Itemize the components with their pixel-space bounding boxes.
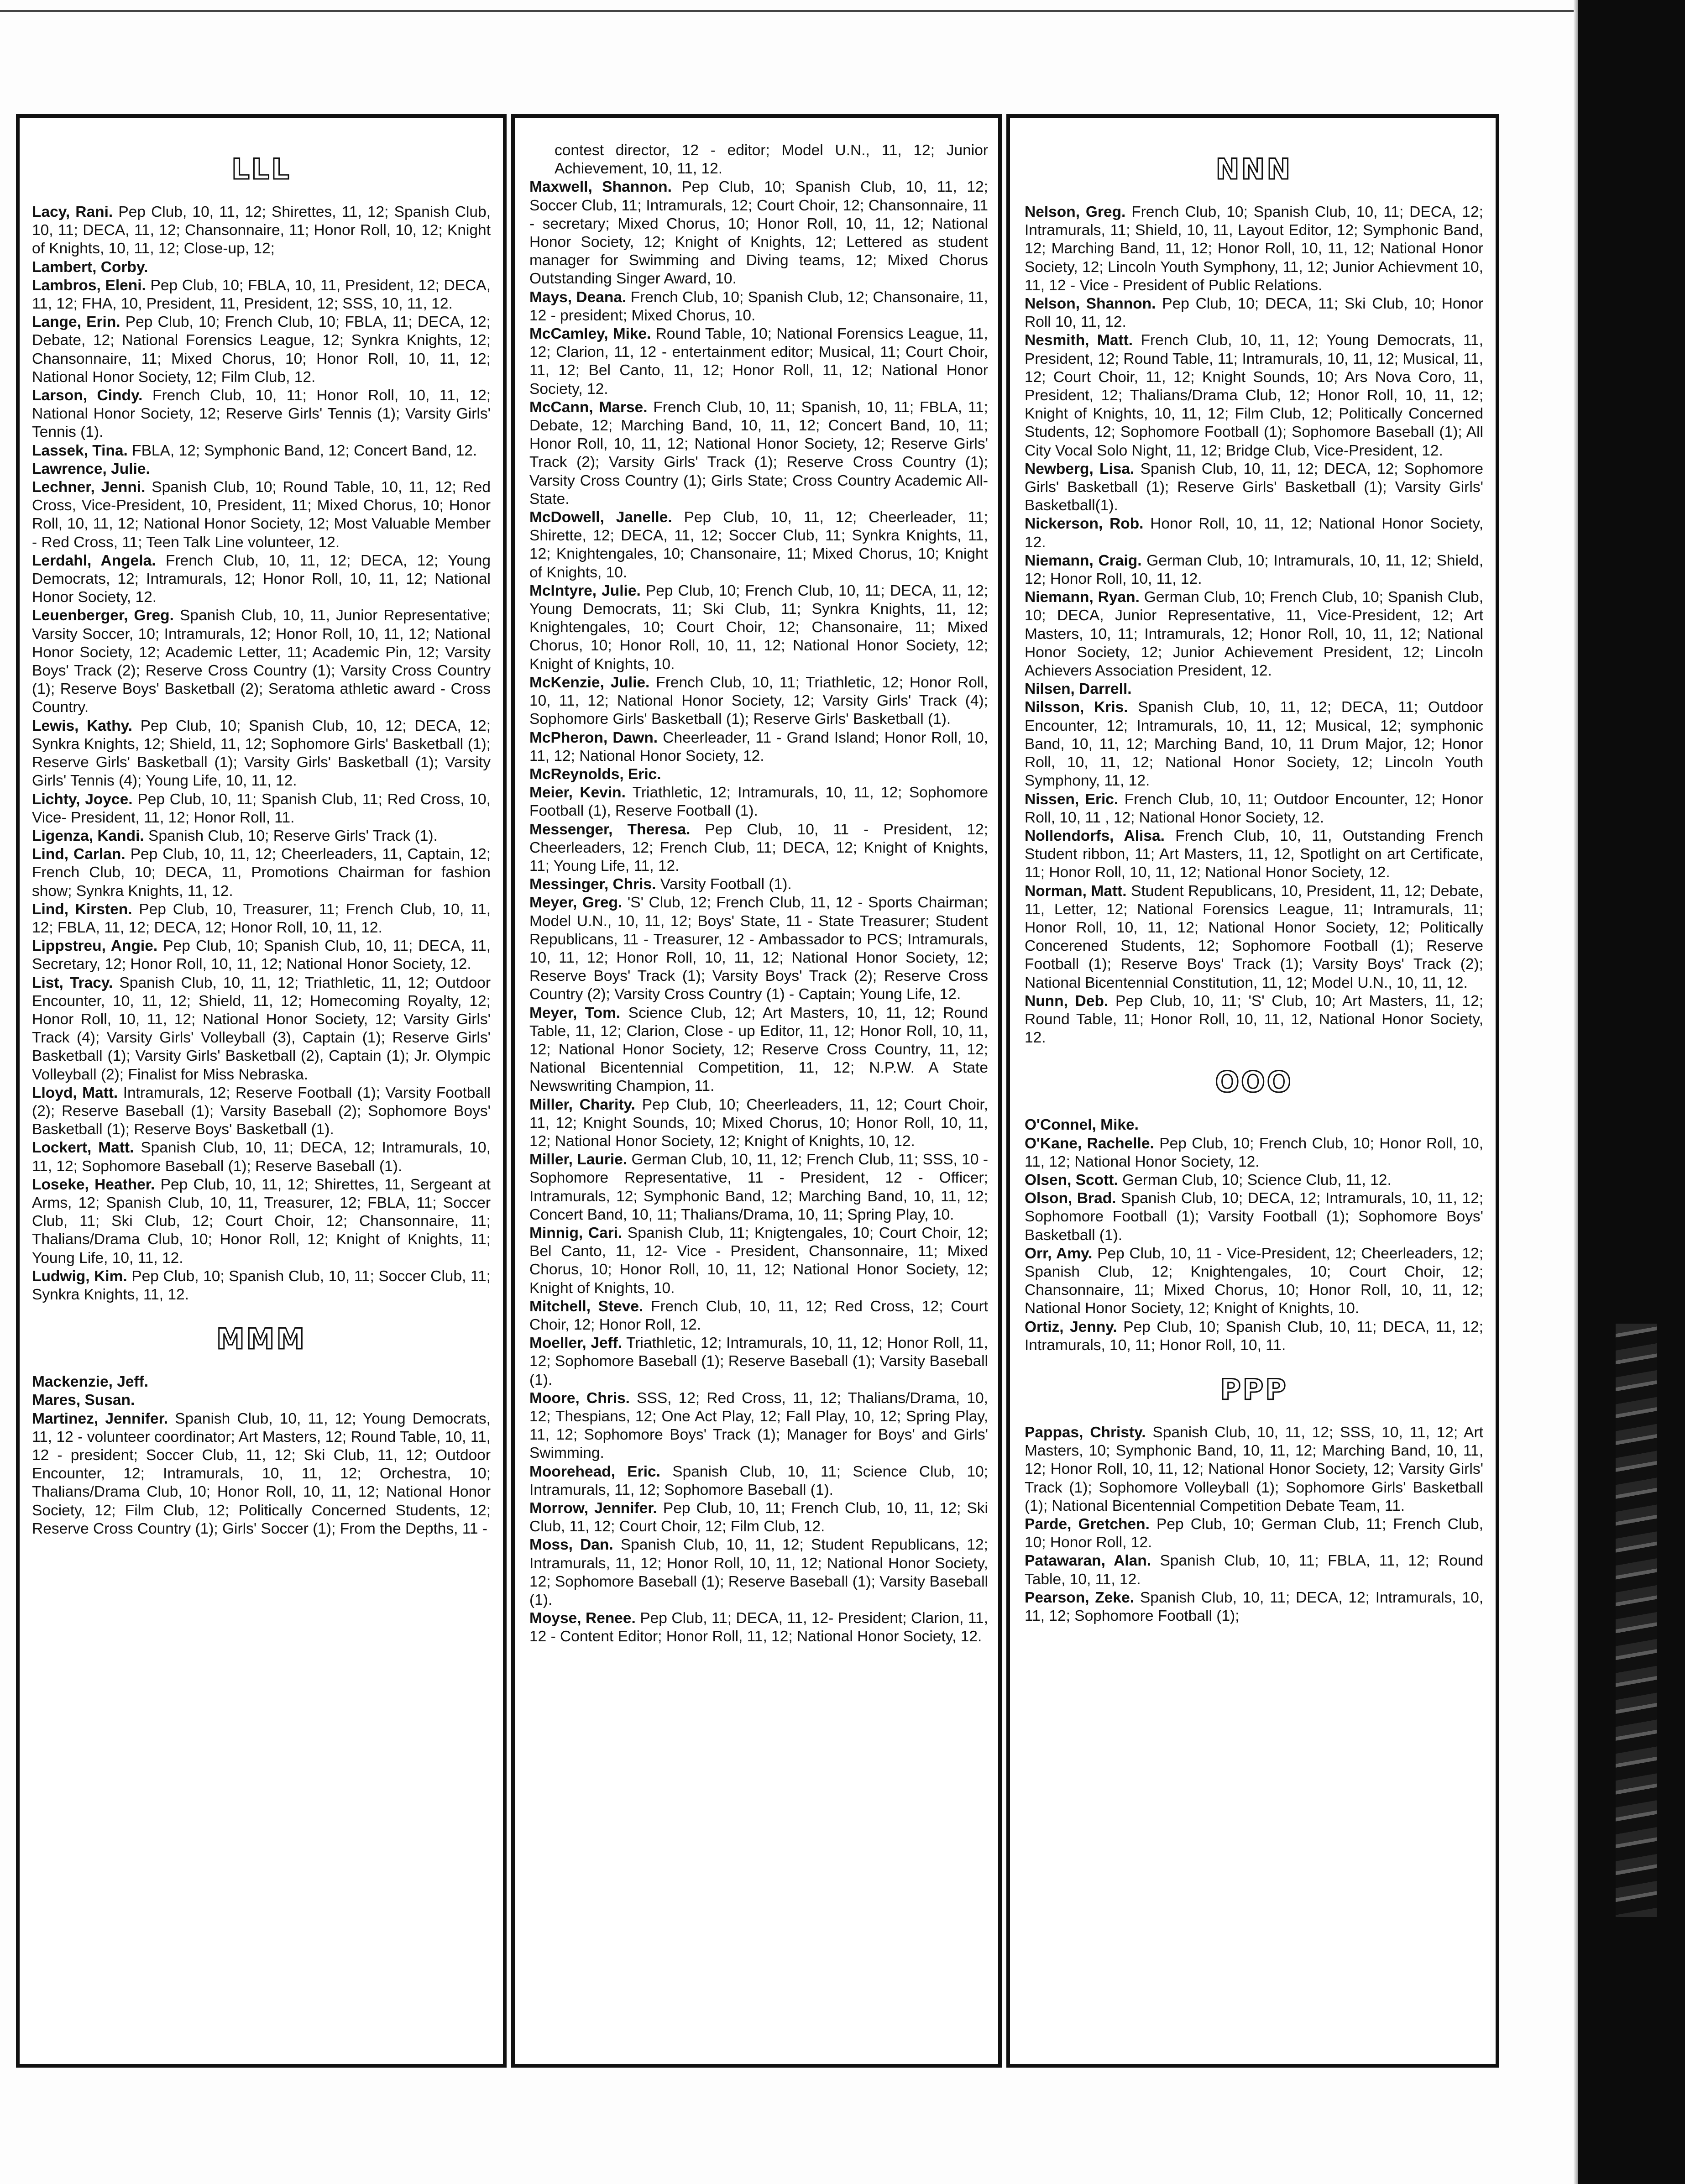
column-2 <box>529 141 988 2052</box>
student-name: McIntyre, Julie. <box>529 582 641 599</box>
student-name: Pearson, Zeke. <box>1025 1589 1135 1606</box>
student-activities: French Club, 10; Spanish Club, 12; Chansonaire, 11, 12 - president; Mixed Chorus, 10. <box>529 288 988 324</box>
student-name: Niemann, Ryan. <box>1025 589 1140 606</box>
student-entry <box>1025 1171 1483 1189</box>
student-name: Nelson, Shannon. <box>1025 295 1156 313</box>
student-name: Olsen, Scott. <box>1025 1171 1118 1189</box>
student-activities: Spanish Club, 10, 11, Junior Representative; Varsity Soccer, 10; Intramurals, 12; Honor Roll, 10, 11, 12; National Honor Society, 12; Academic Letter, 11; Academic Pin, 12; Varsity Boys' Track (2); Reserve Cross Country (1); Varsity Cross Country (1); Reserve Boys' Basketball (2); Seratoma athletic award - Cross Country. <box>32 607 491 716</box>
student-name: Larson, Cindy. <box>32 387 143 404</box>
student-name: Loseke, Heather. <box>32 1176 155 1193</box>
entries-mmm-continued <box>529 178 988 1646</box>
student-entry <box>529 1389 988 1463</box>
student-activities: German Club, 10; Science Club, 11, 12. <box>1122 1171 1392 1189</box>
section-heading-ppp: PPP <box>1220 1372 1288 1406</box>
student-entry <box>529 1499 988 1536</box>
student-name: Lloyd, Matt. <box>32 1084 118 1101</box>
student-entry <box>1025 791 1483 827</box>
student-entry <box>32 1084 491 1139</box>
student-entry <box>529 1151 988 1224</box>
student-entry <box>1025 680 1483 698</box>
student-entry <box>529 288 988 325</box>
student-entry <box>32 937 491 974</box>
student-activities: Triathletic, 12; Intramurals, 10, 11, 12; Honor Roll, 11, 12; Sophomore Baseball (1); Reserve Baseball (1); Varsity Baseball (1). <box>529 1335 988 1388</box>
student-name: Orr, Amy. <box>1025 1245 1093 1262</box>
student-entry <box>1025 1318 1483 1355</box>
student-entry <box>529 1334 988 1389</box>
page-top-rule <box>0 10 1584 12</box>
student-name: Ludwig, Kim. <box>32 1267 127 1285</box>
student-entry <box>1025 588 1483 680</box>
student-activities: Pep Club, 10, 11, 12; Cheerleaders, 11, Captain, 12; French Club, 10; DECA, 11, Promotions Chairman for fashion show; Synkra Knights, 11, 12. <box>32 846 491 900</box>
student-activities: Spanish Club, 10, 11, 12; Young Democrats, 11, 12 - volunteer coordinator; Art Masters, 12; Round Table, 10, 11, 12 - president; Soccer Club, 11, 12; Ski Club, 11, 12; Outdoor Encounter, 12; Intramurals, 10, 11, 12; Orchestra, 10; Thalians/Drama Club, 10; Honor Roll, 10, 11, 12; National Honor Society, 12; Film Club, 12; Politically Concerned Students, 12; Reserve Cross Country (1); Girls' Soccer (1); From the Depths, 11 - <box>32 1410 491 1537</box>
student-name: Moss, Dan. <box>529 1536 613 1554</box>
student-name: Martinez, Jennifer. <box>32 1410 168 1427</box>
student-name: List, Tracy. <box>32 974 113 991</box>
student-activities: Spanish Club, 10, 11, 12; DECA, 12; Sophomore Girls' Basketball (1); Reserve Girls' Basketball (1); Varsity Girls' Basketball(1). <box>1025 460 1483 514</box>
student-name: O'Connel, Mike. <box>1025 1116 1139 1134</box>
continued-entry-text: contest director, 12 - editor; Model U.N., 11, 12; Junior Achievement, 10, 11, 12. <box>555 142 988 178</box>
student-name: O'Kane, Rachelle. <box>1025 1135 1154 1152</box>
student-name: McPheron, Dawn. <box>529 729 658 746</box>
student-entry <box>1025 1424 1483 1515</box>
student-entry <box>529 1096 988 1151</box>
student-name: Moore, Chris. <box>529 1389 630 1407</box>
student-entry <box>32 1139 491 1175</box>
student-entry <box>32 258 491 277</box>
student-entry <box>32 607 491 717</box>
student-name: Morrow, Jennifer. <box>529 1500 657 1517</box>
student-entry <box>1025 698 1483 790</box>
student-activities: 'S' Club, 12; French Club, 11, 12 - Sports Chairman; Model U.N., 10, 11, 12; Boys' State, 11 - State Treasurer; Student Republicans, 11 - Treasurer, 12 - Ambassador to PCS; Intramurals, 10, 11, 12; Honor Roll, 10, 11, 12; National Honor Society, 12; Reserve Boys' Track (1); Varsity Boys' Track (2); Reserve Cross Country (2); Varsity Cross Country (1) - Captain; Young Life, 12. <box>529 894 988 1003</box>
binding-tear <box>1616 1324 1657 1917</box>
student-activities: Pep Club, 10; French Club, 10, 11; DECA, 11, 12; Young Democrats, 11; Ski Club, 11; Synkra Knights, 11, 12; Knightengales, 10; Court Choir, 12; Chansonaire, 11; Mixed Chorus, 10; Honor Roll, 10, 11, 12; National Honor Society, 12; Knight of Knights, 10. <box>529 582 988 673</box>
student-entry <box>529 765 988 784</box>
student-name: Meyer, Tom. <box>529 1004 621 1021</box>
student-name: Messenger, Theresa. <box>529 821 691 838</box>
student-entry <box>1025 1245 1483 1318</box>
student-activities: FBLA, 12; Symphonic Band, 12; Concert Band, 12. <box>132 442 477 459</box>
student-entry <box>1025 827 1483 882</box>
student-entry <box>1025 1552 1483 1588</box>
student-entry <box>32 791 491 827</box>
student-entry <box>1025 1515 1483 1552</box>
student-activities: Pep Club, 10, 11, 12; Cheerleader, 11; Shirette, 12; DECA, 11, 12; Soccer Club, 11; Synkra Knights, 11, 12; Knightengales, 10; Chansonaire, 11; Mixed Chorus, 10; Knight of Knights, 10. <box>529 509 988 581</box>
student-entry <box>529 894 988 1004</box>
student-activities: Pep Club, 10; FBLA, 10, 11, President, 12; DECA, 11, 12; FHA, 10, President, 11, President, 12; SSS, 10, 11, 12. <box>32 277 491 313</box>
student-entry <box>1025 992 1483 1047</box>
student-activities: Spanish Club, 10; DECA, 12; Intramurals, 10, 11, 12; Sophomore Football (1); Varsity Football (1); Sophomore Boys' Basketball (1). <box>1025 1190 1483 1244</box>
student-activities: Varsity Football (1). <box>660 876 792 893</box>
student-entry <box>32 1267 491 1304</box>
student-name: Meyer, Greg. <box>529 894 623 911</box>
student-activities: Spanish Club, 10, 11; DECA, 12; Intramurals, 10, 11, 12; Sophomore Baseball (1); Reserve Baseball (1). <box>32 1139 491 1175</box>
student-activities: SSS, 12; Red Cross, 11, 12; Thalians/Drama, 10, 12; Thespians, 12; One Act Play, 12; Fall Play, 10, 12; Spring Play, 11, 12; Sophomore Boys' Track (1); Manager for Boys' and Girls' Swimming. <box>529 1389 988 1462</box>
student-name: Lange, Erin. <box>32 314 120 331</box>
student-name: McDowell, Janelle. <box>529 509 672 526</box>
student-entry <box>32 827 491 845</box>
student-entry <box>1025 1135 1483 1171</box>
student-name: Ligenza, Kandi. <box>32 827 144 844</box>
student-entry <box>1025 331 1483 460</box>
student-name: Mitchell, Steve. <box>529 1298 644 1315</box>
student-name: Lewis, Kathy. <box>32 717 132 734</box>
student-name: Minnig, Cari. <box>529 1224 623 1241</box>
student-activities: French Club, 10, 11; Spanish, 10, 11; FBLA, 11; Debate, 12; Marching Band, 10, 11, 12; Concert Band, 10, 11; Honor Roll, 10, 11, 12; National Honor Society, 12; Reserve Girls' Track (2); Varsity Girls' Track (1); Reserve Cross Country (1); Varsity Cross Country (1); Girls State; Cross Country Academic All-State. <box>529 398 988 508</box>
student-name: McKenzie, Julie. <box>529 674 650 691</box>
student-entry <box>32 974 491 1084</box>
student-entry <box>529 875 988 894</box>
student-name: Patawaran, Alan. <box>1025 1552 1151 1570</box>
student-activities: Pep Club, 10, Treasurer, 11; French Club, 10, 11, 12; FBLA, 11, 12; DECA, 12; Honor Roll, 10, 11, 12. <box>32 901 491 936</box>
student-activities: Intramurals, 12; Reserve Football (1); Varsity Football (2); Reserve Baseball (1); Varsity Baseball (2); Sophomore Boys' Basketball (1); Reserve Boys' Basketball (1). <box>32 1084 491 1138</box>
student-name: Lind, Carlan. <box>32 846 126 863</box>
student-entry <box>32 1391 491 1409</box>
student-activities: French Club, 10, 11, 12; DECA, 12; Young Democrats, 12; Intramurals, 12; Honor Roll, 10, 11, 12; National Honor Society, 12. <box>32 552 491 606</box>
entries-nnn <box>1025 203 1483 1047</box>
student-name: Niemann, Craig. <box>1025 552 1142 569</box>
student-activities: Spanish Club, 10; Reserve Girls' Track (1). <box>148 827 438 844</box>
student-name: McCamley, Mike. <box>529 325 651 343</box>
student-activities: Pep Club, 10; Spanish Club, 10, 11, 12; Soccer Club, 11; Intramurals, 12; Court Choir, 12; Chansonnaire, 11 - secretary; Mixed Chorus, 10; Honor Roll, 10, 11, 12; National Honor Society, 12; Knight of Knights, 12; Lettered as student manager for Swimming and Diving teams, 12; Mixed Chorus Outstanding Singer Award, 10. <box>529 178 988 288</box>
student-activities: Student Republicans, 10, President, 11, 12; Debate, 11, Letter, 12; National Forensics League, 11; Intramurals, 11; Honor Roll, 10, 11, 12; National Honor Society, 12; Politically Concerened Students, 12; Sophomore Football (1); Reserve Football (1); Reserve Boys' Track (1); Varsity Boys' Track (2); National Bicentennial Constitution, 11, 12; Model U.N., 10, 11, 12. <box>1025 882 1483 991</box>
student-activities: Spanish Club, 10, 11; Science Club, 10; Intramurals, 11, 12; Sophomore Baseball (1). <box>529 1463 988 1498</box>
student-name: Meier, Kevin. <box>529 784 626 801</box>
student-entry <box>32 387 491 442</box>
student-name: Miller, Charity. <box>529 1096 635 1113</box>
student-name: Moorehead, Eric. <box>529 1463 660 1480</box>
student-name: Lind, Kirsten. <box>32 901 132 918</box>
student-entry <box>529 1609 988 1646</box>
student-name: Newberg, Lisa. <box>1025 460 1135 477</box>
student-entry <box>529 178 988 288</box>
student-name: Lippstreu, Angie. <box>32 937 158 955</box>
student-activities: Pep Club, 10; Cheerleaders, 11, 12; Court Choir, 11, 12; Knight Sounds, 10; Mixed Chorus, 10; Honor Roll, 10, 11, 12; National Honor Society, 12; Knight of Knights, 10, 12. <box>529 1096 988 1150</box>
student-name: Miller, Laurie. <box>529 1151 628 1168</box>
student-entry <box>32 552 491 607</box>
student-name: Lockert, Matt. <box>32 1139 134 1157</box>
student-entry <box>32 277 491 313</box>
student-entry <box>1025 1589 1483 1625</box>
entries-lll <box>32 203 491 1304</box>
entries-ppp <box>1025 1424 1483 1625</box>
student-activities: French Club, 10, 11; Triathletic, 12; Honor Roll, 10, 11, 12; National Honor Society, 12; Varsity Girls' Track (4); Sophomore Girls' Basketball (1); Reserve Girls' Basketball (1). <box>529 674 988 728</box>
student-activities: French Club, 10, 11, Outstanding French Student ribbon, 11; Art Masters, 11, 12, Spotlight on art Certificate, 11; Honor Roll, 10, 11, 12; National Honor Society, 12. <box>1025 827 1483 881</box>
student-name: Nickerson, Rob. <box>1025 515 1144 533</box>
student-activities: French Club, 10, 11; Honor Roll, 10, 11, 12; National Honor Society, 12; Reserve Girls' Tennis (1); Varsity Girls' Tennis (1). <box>32 387 491 441</box>
student-name: Nesmith, Matt. <box>1025 332 1133 349</box>
student-activities: Pep Club, 10, 11; French Club, 10, 11, 12; Ski Club, 11, 12; Court Choir, 12; Film Club, 12. <box>529 1500 988 1535</box>
student-entry <box>1025 515 1483 551</box>
student-entry <box>32 478 491 552</box>
student-entry <box>32 1410 491 1538</box>
student-name: McCann, Marse. <box>529 398 648 416</box>
student-activities: Pep Club, 10, 11 - President, 12; Cheerleaders, 12; French Club, 11; DECA, 12; Knight of Knights, 11; Young Life, 11, 12. <box>529 821 988 875</box>
student-activities: Round Table, 10; National Forensics League, 11, 12; Clarion, 11, 12 - entertainment editor; Musical, 11; Court Choir, 11, 12; Bel Canto, 11, 12; Honor Roll, 11, 12; National Honor Society, 12. <box>529 325 988 398</box>
student-activities: Science Club, 12; Art Masters, 10, 11, 12; Round Table, 11, 12; Clarion, Close - up Editor, 11, 12; Honor Roll, 10, 11, 12; National Honor Society, 12; Reserve Cross Country, 11, 12; National Bicentennial Competition, 11, 12; N.P.W. A State Newswriting Champion, 11. <box>529 1004 988 1095</box>
student-activities: Pep Club, 10; Spanish Club, 10, 12; DECA, 12; Synkra Knights, 12; Shield, 11, 12; Sophomore Girls' Basketball (1); Reserve Girls' Basketball (1); Varsity Girls' Basketball (1); Varsity Girls' Tennis (4); Young Life, 10, 11, 12. <box>32 717 491 790</box>
student-entry <box>529 508 988 582</box>
student-activities: Pep Club, 10, 11, 12; Shirettes, 11, 12; Spanish Club, 10, 11; DECA, 11, 12; Chansonnaire, 11; Honor Roll, 10, 12; Knight of Knights, 10, 11, 12; Close-up, 12; <box>32 204 491 257</box>
section-heading-lll: LLL <box>231 152 291 186</box>
student-name: Nilsson, Kris. <box>1025 699 1128 716</box>
student-name: Lacy, Rani. <box>32 204 113 220</box>
student-activities: Pep Club, 10, 11; Spanish Club, 11; Red Cross, 10, Vice- President, 11, 12; Honor Roll, 11. <box>32 791 491 826</box>
student-name: Mays, Deana. <box>529 288 627 306</box>
student-entry <box>529 784 988 820</box>
student-name: Nollendorfs, Alisa. <box>1025 827 1165 844</box>
student-activities: German Club, 10; Intramurals, 10, 11, 12; Shield, 12; Honor Roll, 10, 11, 12. <box>1025 552 1483 588</box>
student-activities: Spanish Club, 10, 11; FBLA, 11, 12; Round Table, 10, 11, 12. <box>1025 1552 1483 1588</box>
student-activities: Spanish Club, 10, 11, 12; Triathletic, 11, 12; Outdoor Encounter, 10, 11, 12; Shield, 11, 12; Homecoming Royalty, 12; Honor Roll, 10, 11, 12; National Honor Society, 12; Varsity Girls' Track (4); Varsity Girls' Volleyball (3), Captain (1); Reserve Girls' Basketball (1); Varsity Girls' Basketball (2), Captain (1); Jr. Olympic Volleyball (2); Finalist for Miss Nebraska. <box>32 974 491 1083</box>
student-name: Maxwell, Shannon. <box>529 178 672 196</box>
section-heading-ooo: OOO <box>1215 1065 1293 1099</box>
student-entry <box>529 1298 988 1334</box>
student-entry <box>529 582 988 674</box>
student-activities: Spanish Club, 10, 11; DECA, 12; Intramurals, 10, 11, 12; Sophomore Football (1); <box>1025 1589 1483 1625</box>
student-activities: Pep Club, 10; French Club, 10; Honor Roll, 10, 11, 12; National Honor Society, 12. <box>1025 1135 1483 1170</box>
student-entry <box>1025 1189 1483 1245</box>
student-entry <box>32 717 491 791</box>
student-activities: Pep Club, 10, 11, 12; Shirettes, 11, Sergeant at Arms, 12; Spanish Club, 10, 11, Treasurer, 12; FBLA, 11; Soccer Club, 11; Ski Club, 12; Court Choir, 12; Chansonnaire, 11; Thalians/Drama Club, 10; Honor Roll, 12; Knight of Knights, 11; Young Life, 10, 11, 12. <box>32 1176 491 1267</box>
student-activities: Pep Club, 10; DECA, 11; Ski Club, 10; Honor Roll 10, 11, 12. <box>1025 295 1483 331</box>
student-entry <box>32 901 491 937</box>
student-name: Nelson, Greg. <box>1025 204 1126 220</box>
section-heading-mmm: MMM <box>216 1322 307 1356</box>
student-entry <box>32 203 491 258</box>
student-name: Lechner, Jenni. <box>32 479 146 496</box>
student-activities: Spanish Club, 11; Knigtengales, 10; Court Choir, 12; Bel Canto, 11, 12- Vice - President, Chansonnaire, 11; Mixed Chorus, 10; Honor Roll, 10, 11, 12; National Honor Society, 12; Knight of Knights, 10. <box>529 1224 988 1297</box>
student-name: Nunn, Deb. <box>1025 992 1109 1010</box>
column-1 <box>32 141 491 2052</box>
student-name: Mackenzie, Jeff. <box>32 1373 149 1391</box>
column-3 <box>1025 141 1483 2052</box>
student-activities: Honor Roll, 10, 11, 12; National Honor Society, 12. <box>1025 515 1483 551</box>
student-entry <box>529 1004 988 1096</box>
student-name: Lassek, Tina. <box>32 442 128 459</box>
student-name: Ortiz, Jenny. <box>1025 1318 1117 1336</box>
student-activities: Cheerleader, 11 - Grand Island; Honor Roll, 10, 11, 12; National Honor Society, 12. <box>529 729 988 765</box>
student-entry <box>32 442 491 460</box>
student-entry <box>529 1224 988 1298</box>
student-entry <box>32 313 491 387</box>
student-name: Mares, Susan. <box>32 1392 135 1409</box>
student-name: Moeller, Jeff. <box>529 1335 623 1352</box>
student-name: Lichty, Joyce. <box>32 791 133 808</box>
student-activities: German Club, 10; French Club, 10; Spanish Club, 10; DECA, Junior Representative, 11, Vice-President, 12; Art Masters, 10, 11; Intramurals, 12; Honor Roll, 10, 11, 12; National Honor Society, 12; Junior Achievement President, 12; Lincoln Achievers Association President, 12. <box>1025 589 1483 680</box>
student-activities: German Club, 10, 11, 12; French Club, 11; SSS, 10 - Sophomore Representative, 11 - President, 12 - Officer; Intramurals, 12; Symphonic Band, 12; Marching Band, 10, 11, 12; Concert Band, 10, 11; Thalians/Drama, 10, 11; Spring Play, 10. <box>529 1151 988 1223</box>
student-activities: Pep Club, 10, 11 - Vice-President, 12; Cheerleaders, 12; Spanish Club, 12; Knightengales, 10; Court Choir, 12; Chansonnaire, 11; Mixed Chorus, 10; Honor Roll, 10, 11, 12; National Honor Society, 12; Knight of Knights, 10. <box>1025 1245 1483 1317</box>
student-activities: Triathletic, 12; Intramurals, 10, 11, 12; Sophomore Football (1), Reserve Football (1). <box>529 784 988 820</box>
student-entry <box>32 1373 491 1391</box>
student-name: McReynolds, Eric. <box>529 765 661 783</box>
student-entry <box>1025 1116 1483 1134</box>
student-activities: Pep Club, 10, 11; 'S' Club, 10; Art Masters, 11, 12; Round Table, 11; Honor Roll, 10, 11, 12, National Honor Society, 12. <box>1025 992 1483 1047</box>
student-name: Norman, Matt. <box>1025 882 1127 900</box>
student-entry <box>529 1463 988 1499</box>
student-entry <box>1025 295 1483 331</box>
student-name: Pappas, Christy. <box>1025 1424 1146 1441</box>
student-name: Nissen, Eric. <box>1025 791 1119 808</box>
student-name: Lambert, Corby. <box>32 258 148 276</box>
entries-mmm <box>32 1373 491 1538</box>
student-entry <box>1025 203 1483 295</box>
student-entry <box>1025 460 1483 515</box>
student-activities: Spanish Club, 10, 11, 12; SSS, 10, 11, 12; Art Masters, 10; Symphonic Band, 10, 11, 12; Marching Band, 10, 11, 12; Honor Roll, 10, 11, 12; National Honor Society, 12; Varsity Girls' Track (1); Sophomore Volleyball (1); Sophomore Girls' Basketball (1); National Bicentennial Competition Debate Team, 11. <box>1025 1424 1483 1514</box>
student-activities: Spanish Club, 10, 11, 12; Student Republicans, 12; Intramurals, 11, 12; Honor Roll, 10, 11, 12; National Honor Society, 12; Sophomore Baseball (1); Reserve Baseball (1); Varsity Baseball (1). <box>529 1536 988 1609</box>
student-entry <box>32 460 491 478</box>
student-activities: French Club, 10, 11, 12; Young Democrats, 11, President, 12; Round Table, 11; Intramurals, 10, 11, 12; Musical, 11, 12; Court Choir, 11, 12; Knight Sounds, 10; Ars Nova Coro, 11, President, 12; Thalians/Drama Club, 12; Honor Roll, 10, 11, 12; Knight of Knights, 10, 11, 12; Film Club, 12; Politically Concerned Students, 12; Sophomore Football (1); Sophomore Baseball (1); All City Vocal Solo Night, 11, 12; Bridge Club, Vice-President, 12. <box>1025 332 1483 459</box>
student-activities: French Club, 10, 11, 12; Red Cross, 12; Court Choir, 12; Honor Roll, 12. <box>529 1298 988 1333</box>
student-entry <box>1025 552 1483 588</box>
student-name: Olson, Brad. <box>1025 1190 1116 1207</box>
student-activities: French Club, 10; Spanish Club, 10, 11; DECA, 12; Intramurals, 11; Shield, 10, 11, Layout Editor, 12; Symphonic Band, 12; Marching Band, 11, 12; Honor Roll, 10, 11, 12; National Honor Society, 12; Lincoln Youth Symphony, 11, 12; Junior Achievment 10, 11, 12 - Vice - President of Public Relations. <box>1025 204 1483 294</box>
student-name: Parde, Gretchen. <box>1025 1516 1150 1533</box>
student-name: Leuenberger, Greg. <box>32 607 174 624</box>
student-activities: Pep Club, 10; Spanish Club, 10, 11; DECA, 11, 12; Intramurals, 10, 11; Honor Roll, 10, 11. <box>1025 1318 1483 1354</box>
student-entry <box>529 398 988 508</box>
student-activities: Spanish Club, 10, 11, 12; DECA, 11; Outdoor Encounter, 12; Intramurals, 10, 11, 12; Musical, 12; symphonic Band, 10, 11, 12; Marching Band, 10, 11 Drum Major, 12; Honor Roll, 10, 11, 12; National Honor Society, 12; Lincoln Youth Symphony, 11, 12. <box>1025 699 1483 790</box>
student-name: Moyse, Renee. <box>529 1610 636 1627</box>
student-entry <box>529 821 988 876</box>
student-activities: Pep Club, 10; Spanish Club, 10, 11; Soccer Club, 11; Synkra Knights, 11, 12. <box>32 1267 491 1303</box>
student-entry <box>32 845 491 901</box>
student-name: Messinger, Chris. <box>529 876 656 893</box>
student-entry <box>529 674 988 729</box>
student-name: Lambros, Eleni. <box>32 277 146 294</box>
student-entry <box>1025 882 1483 992</box>
entries-ooo <box>1025 1116 1483 1355</box>
student-activities: Pep Club, 10; Spanish Club, 10, 11; DECA, 11, Secretary, 12; Honor Roll, 10, 11, 12; National Honor Society, 12. <box>32 937 491 973</box>
student-entry <box>529 325 988 398</box>
student-entry <box>529 729 988 765</box>
student-activities: Spanish Club, 10; Round Table, 10, 11, 12; Red Cross, Vice-President, 10, President, 11; Mixed Chorus, 10; Honor Roll, 10, 11, 12; National Honor Society, 12; Most Valuable Member - Red Cross, 11; Teen Talk Line volunteer, 12. <box>32 479 491 551</box>
student-activities: French Club, 10, 11; Outdoor Encounter, 12; Honor Roll, 10, 11 , 12; National Honor Society, 12. <box>1025 791 1483 826</box>
student-entry <box>529 1536 988 1609</box>
student-activities: Pep Club, 10; French Club, 10; FBLA, 11; DECA, 12; Debate, 12; National Forensics League, 12; Synkra Knights, 12; Chansonnaire, 11; Mixed Chorus, 10; Honor Roll, 10, 11, 12; National Honor Society, 12; Film Club, 12. <box>32 314 491 386</box>
section-heading-nnn: NNN <box>1215 152 1293 186</box>
student-name: Lawrence, Julie. <box>32 460 150 477</box>
student-name: Nilsen, Darrell. <box>1025 681 1132 698</box>
student-entry <box>32 1176 491 1267</box>
student-activities: Pep Club, 11; DECA, 11, 12- President; Clarion, 11, 12 - Content Editor; Honor Roll, 11, 12; National Honor Society, 12. <box>529 1610 988 1645</box>
student-activities: Pep Club, 10; German Club, 11; French Club, 10; Honor Roll, 12. <box>1025 1516 1483 1551</box>
student-name: Lerdahl, Angela. <box>32 552 156 569</box>
